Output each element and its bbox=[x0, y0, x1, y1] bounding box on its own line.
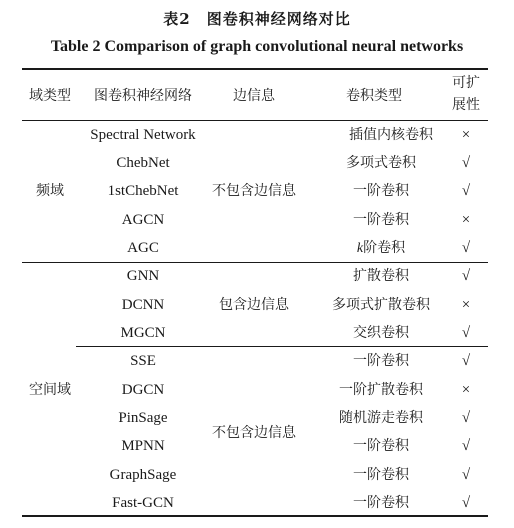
table-cell-scalable: × bbox=[461, 212, 471, 228]
table-cell-scalable: √ bbox=[461, 495, 471, 511]
table-cell-scalable: √ bbox=[461, 268, 471, 284]
table-cell-network: PinSage bbox=[118, 410, 168, 426]
table-cell-conv-type: 多项式卷积 bbox=[346, 155, 416, 171]
table-cell-network: Spectral Network bbox=[90, 127, 196, 143]
table-cell-network: GraphSage bbox=[109, 467, 177, 483]
table-cell-scalable: √ bbox=[461, 410, 471, 426]
table-cell-scalable: √ bbox=[461, 325, 471, 341]
table-cell-scalable: √ bbox=[461, 183, 471, 199]
header-bottom-rule bbox=[22, 120, 488, 121]
group-edge-info-label: 不包含边信息 bbox=[212, 183, 296, 199]
group-edge-info-label: 包含边信息 bbox=[219, 297, 289, 313]
header-scalable-line2: 展性 bbox=[452, 97, 480, 113]
table-cell-network: GNN bbox=[126, 268, 160, 284]
table-cell-network: ChebNet bbox=[116, 155, 170, 171]
table-cell-network: DGCN bbox=[121, 382, 165, 398]
k-variable: k bbox=[356, 241, 364, 256]
table-top-rule bbox=[22, 68, 488, 70]
table-cell-scalable: √ bbox=[461, 353, 471, 369]
table-caption-chinese: 表2 图卷积神经网络对比 bbox=[163, 10, 351, 28]
table-cell-scalable: √ bbox=[461, 438, 471, 454]
table-cell-network: 1stChebNet bbox=[107, 183, 179, 199]
table-cell-conv-type: 扩散卷积 bbox=[353, 268, 409, 284]
header-conv-type: 卷积类型 bbox=[346, 88, 402, 104]
table-cell-network: Fast-GCN bbox=[112, 495, 174, 511]
table-cell-scalable: × bbox=[461, 382, 471, 398]
table-cell-conv-type: 一阶扩散卷积 bbox=[339, 382, 423, 398]
header-domain-type: 域类型 bbox=[29, 88, 71, 104]
table-cell-scalable: √ bbox=[461, 155, 471, 171]
table-cell-conv-type: 一阶卷积 bbox=[353, 438, 409, 454]
header-edge-info: 边信息 bbox=[233, 88, 275, 104]
table-cell-network: AGC bbox=[127, 240, 159, 256]
table-cell-conv-type: 随机游走卷积 bbox=[339, 410, 423, 426]
table-cell-network: MPNN bbox=[121, 438, 165, 454]
subgroup-separator-rule bbox=[76, 346, 488, 347]
table-cell-network: MGCN bbox=[120, 325, 166, 341]
table-cell-scalable: × bbox=[461, 297, 471, 313]
table-cell-conv-type bbox=[357, 239, 405, 258]
table-cell-network: AGCN bbox=[121, 212, 165, 228]
table-cell-conv-type: 交织卷积 bbox=[353, 325, 409, 341]
group-separator-rule bbox=[22, 262, 488, 263]
table-cell-conv-type: 一阶卷积 bbox=[353, 353, 409, 369]
table-caption-english: Table 2 Comparison of graph convolutional neural networks bbox=[50, 38, 464, 55]
table-cell-conv-type: 一阶卷积 bbox=[353, 183, 409, 199]
table-cell-network: SSE bbox=[130, 353, 156, 369]
table-cell-conv-type: 一阶卷积 bbox=[353, 495, 409, 511]
table-cell-conv-type: 插值内核卷积 bbox=[349, 127, 433, 143]
table-cell-conv-type: 多项式扩散卷积 bbox=[332, 297, 430, 313]
header-scalable-line1: 可扩 bbox=[452, 75, 480, 91]
group-domain-label: 空间域 bbox=[29, 382, 71, 398]
table-cell-scalable: × bbox=[461, 127, 471, 143]
group-edge-info-label: 不包含边信息 bbox=[212, 425, 296, 441]
header-network: 图卷积神经网络 bbox=[94, 88, 192, 104]
table-bottom-rule bbox=[22, 515, 488, 517]
table-cell-scalable: √ bbox=[461, 467, 471, 483]
group-domain-label: 频域 bbox=[36, 183, 64, 199]
conv-type-text: 阶卷积 bbox=[363, 240, 406, 256]
table-cell-network: DCNN bbox=[121, 297, 165, 313]
table-cell-scalable: √ bbox=[461, 240, 471, 256]
table-cell-conv-type: 一阶卷积 bbox=[353, 467, 409, 483]
table-cell-conv-type: 一阶卷积 bbox=[353, 212, 409, 228]
